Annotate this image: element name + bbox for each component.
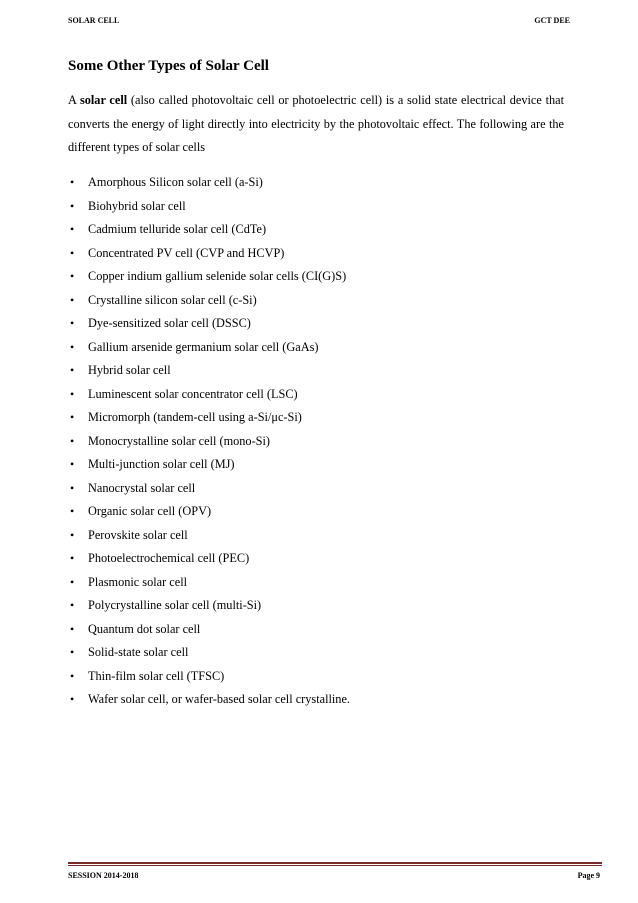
list-item-text: Copper indium gallium selenide solar cells (CI(G)S) [88,269,347,283]
list-item-text: Perovskite solar cell [88,527,188,542]
list-item [68,242,564,266]
list-item [68,312,564,336]
list-item-text: Cadmium telluride solar cell (CdTe) [88,222,267,236]
list-item-text: Gallium arsenide germanium solar cell (GaAs) [88,339,319,354]
solar-cell-types-list [68,171,564,712]
bullet-icon: • [70,292,75,307]
list-item-text: Plasmonic solar cell [88,574,188,589]
intro-bold-term: solar cell [79,93,128,107]
list-item [68,594,564,618]
bullet-icon: • [70,480,75,495]
bullet-icon: • [70,551,75,565]
footer-session: SESSION 2014-2018 [68,871,139,880]
list-item [68,618,564,642]
list-item [68,171,564,195]
bullet-icon: • [70,692,75,706]
bullet-icon: • [70,621,75,636]
list-item [68,195,564,219]
list-item-text: Photoelectrochemical cell (PEC) [88,551,250,565]
page-footer [68,871,600,885]
list-item-text: Nanocrystal solar cell [88,480,196,495]
footer-rule [68,862,602,864]
intro-lead: A [68,93,80,107]
list-item [68,571,564,595]
bullet-icon: • [70,222,75,236]
list-item-text: Luminescent solar concentrator cell (LSC) [88,386,298,401]
footer-rule-thin [68,865,602,866]
list-item [68,430,564,454]
list-item-text: Solid-state solar cell [88,645,189,659]
list-item-text: Organic solar cell (OPV) [88,504,212,518]
list-item-text: Crystalline silicon solar cell (c-Si) [88,292,257,307]
bullet-icon: • [70,574,75,589]
list-item-text: Polycrystalline solar cell (multi-Si) [88,598,262,612]
list-item-text: Monocrystalline solar cell (mono-Si) [88,433,271,448]
list-item-text: Thin-film solar cell (TFSC) [88,668,225,683]
list-item [68,289,564,313]
list-item-text: Multi-junction solar cell (MJ) [88,457,235,471]
header-department: GCT DEE [534,16,570,25]
list-item-text: Concentrated PV cell (CVP and HCVP) [88,245,285,260]
list-item [68,336,564,360]
list-item-text: Quantum dot solar cell [88,621,201,636]
bullet-icon: • [70,269,75,283]
bullet-icon: • [70,386,75,401]
list-item [68,547,564,571]
list-item [68,665,564,689]
list-item [68,524,564,548]
footer-page-number: Page 9 [577,871,600,880]
header-doc-title: SOLAR CELL [68,16,120,25]
list-item-text: Hybrid solar cell [88,363,171,377]
list-item-text: Biohybrid solar cell [88,198,186,213]
list-item [68,359,564,383]
bullet-icon: • [70,668,75,683]
list-item [68,688,564,712]
intro-rest: (also called photovoltaic cell or photoelectric cell) is a solid state electrical device that converts the energy of light directly into electricity by the photovoltaic effect. The following are the different types of solar cells [68,93,565,154]
bullet-icon: • [70,363,75,377]
bullet-icon: • [70,457,75,471]
list-item-text: Micromorph (tandem-cell using a-Si/μc-Si) [88,410,302,424]
page-header [68,16,570,30]
bullet-icon: • [70,645,75,659]
list-item [68,500,564,524]
intro-paragraph [68,89,564,160]
list-item [68,406,564,430]
list-item [68,453,564,477]
list-item [68,218,564,242]
bullet-icon: • [70,504,75,518]
list-item-text: Dye-sensitized solar cell (DSSC) [88,316,251,330]
list-item [68,265,564,289]
bullet-icon: • [70,598,75,612]
bullet-icon: • [70,527,75,542]
section-title: Some Other Types of Solar Cell [68,58,269,74]
bullet-icon: • [70,339,75,354]
bullet-icon: • [70,245,75,260]
list-item [68,383,564,407]
list-item [68,477,564,501]
bullet-icon: • [70,410,75,424]
list-item [68,641,564,665]
bullet-icon: • [70,175,75,189]
list-item-text: Wafer solar cell, or wafer-based solar cell crystalline. [88,692,350,706]
bullet-icon: • [70,433,75,448]
list-item-text: Amorphous Silicon solar cell (a-Si) [88,175,263,189]
bullet-icon: • [70,316,75,330]
bullet-icon: • [70,198,75,213]
